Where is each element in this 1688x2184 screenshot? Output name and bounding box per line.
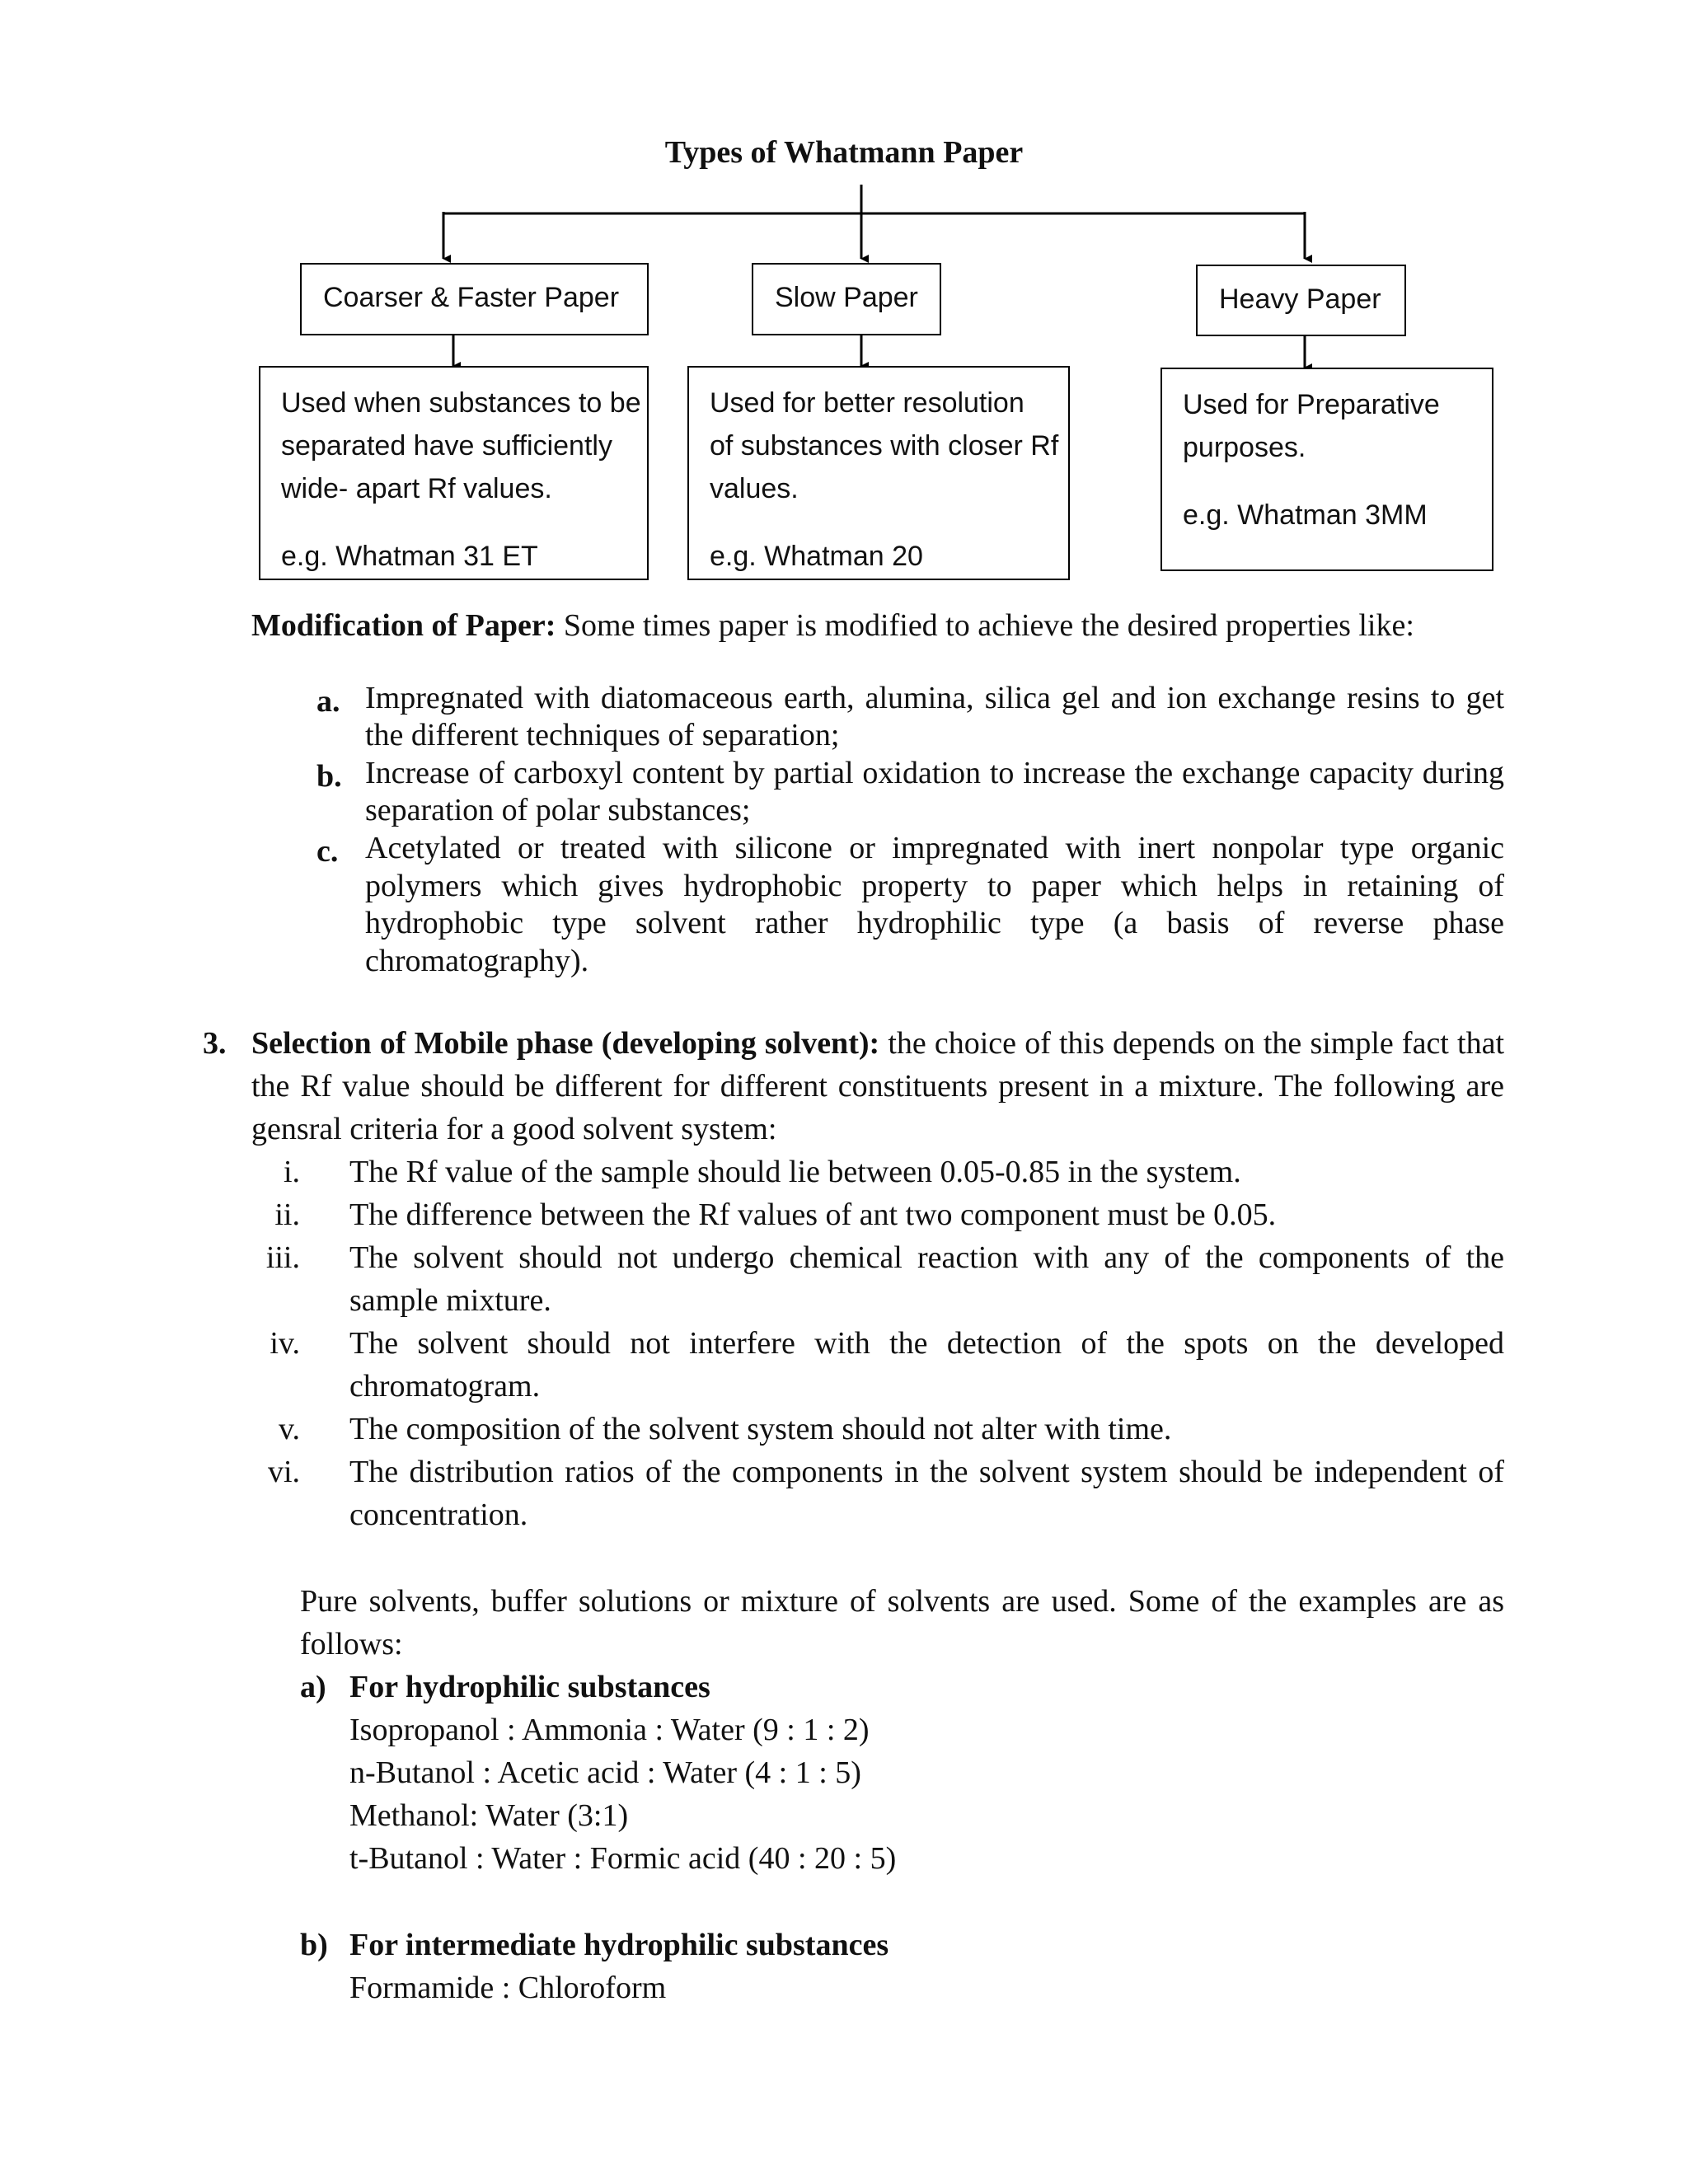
desc-line: values. (710, 473, 799, 504)
list-marker: v. (278, 1412, 300, 1446)
type-name: Heavy Paper (1219, 284, 1381, 315)
list-marker: vi. (267, 1455, 300, 1489)
list-item-text: The distribution ratios of the components in the solvent system should be independent of concentration. (349, 1455, 1504, 1532)
diagram-title: Types of Whatmann Paper (664, 135, 1024, 170)
example-text: e.g. Whatman 20 (710, 541, 923, 572)
desc-line: separated have sufficiently (281, 430, 612, 462)
list-marker: a) (300, 1670, 326, 1704)
modification-paragraph (251, 604, 1504, 647)
list-item-text: The composition of the solvent system should not alter with time. (349, 1412, 1172, 1446)
solvent-line: Methanol: Water (3:1) (349, 1798, 629, 1833)
list-marker: iv. (270, 1326, 300, 1361)
section-3-intro (251, 1022, 1504, 1151)
desc-box-slow (687, 366, 1070, 580)
list-item-text: Increase of carboxyl content by partial oxidation to increase the exchange capacity during separation of polar substances; (365, 756, 1504, 827)
desc-line: Used when substances to be (281, 387, 641, 419)
list-item-text: The difference between the Rf values of ant two component must be 0.05. (349, 1197, 1277, 1232)
list-marker: ii. (274, 1197, 300, 1232)
modification-heading: Modification of Paper: (251, 608, 556, 643)
desc-line: Used for better resolution (710, 387, 1025, 419)
desc-box-heavy (1160, 368, 1493, 571)
type-name: Slow Paper (775, 282, 918, 313)
solvent-line: t-Butanol : Water : Formic acid (40 : 20 : 5) (349, 1841, 897, 1876)
section-3-heading: Selection of Mobile phase (developing solvent): (251, 1026, 880, 1061)
desc-line: wide- apart Rf values. (281, 473, 552, 504)
list-marker: iii. (265, 1240, 300, 1275)
group-heading: For intermediate hydrophilic substances (349, 1928, 889, 1962)
list-marker: b. (316, 759, 342, 794)
list-marker: i. (283, 1155, 300, 1189)
desc-line: purposes. (1183, 432, 1306, 463)
solvents-intro: Pure solvents, buffer solutions or mixture of solvents are used. Some of the examples are as follows: (300, 1584, 1504, 1661)
list-item-text: The solvent should not interfere with the detection of the spots on the developed chromatogram. (349, 1326, 1504, 1404)
type-name: Coarser & Faster Paper (323, 282, 620, 313)
list-marker: a. (316, 684, 340, 719)
list-item-text: The solvent should not undergo chemical reaction with any of the components of the sample mixture. (349, 1240, 1504, 1318)
example-text: e.g. Whatman 3MM (1183, 499, 1428, 531)
solvent-line: Isopropanol : Ammonia : Water (9 : 1 : 2) (349, 1713, 870, 1747)
list-item-text: Acetylated or treated with silicone or impregnated with inert nonpolar type organic polymers which gives hydrophobic property to paper which helps in retaining of hydrophobic type solvent rather hydrophilic type (a basis of reverse phase chromatography). (365, 831, 1504, 978)
list-marker: b) (300, 1928, 328, 1962)
list-item-text: The Rf value of the sample should lie between 0.05-0.85 in the system. (349, 1155, 1241, 1189)
list-marker: c. (316, 834, 339, 869)
solvent-line: Formamide : Chloroform (349, 1971, 667, 2005)
desc-line: Used for Preparative (1183, 389, 1440, 420)
desc-box-coarser (259, 366, 649, 580)
desc-line: of substances with closer Rf (710, 430, 1059, 462)
type-box-coarser (300, 263, 649, 335)
section-number: 3. (203, 1026, 227, 1061)
list-item-text: Impregnated with diatomaceous earth, alumina, silica gel and ion exchange resins to get the different techniques of separation; (365, 681, 1504, 752)
group-heading: For hydrophilic substances (349, 1670, 710, 1704)
type-box-slow (752, 263, 941, 335)
example-text: e.g. Whatman 31 ET (281, 541, 538, 572)
section-3-text: the choice of this depends on the simple fact that the Rf value should be different for different constituents present in a mixture. The following are gensral criteria for a good solvent system: (251, 1026, 1504, 1146)
type-box-heavy (1196, 265, 1406, 336)
modification-intro: Some times paper is modified to achieve the desired properties like: (563, 608, 1414, 643)
solvent-line: n-Butanol : Acetic acid : Water (4 : 1 : 5) (349, 1755, 861, 1790)
